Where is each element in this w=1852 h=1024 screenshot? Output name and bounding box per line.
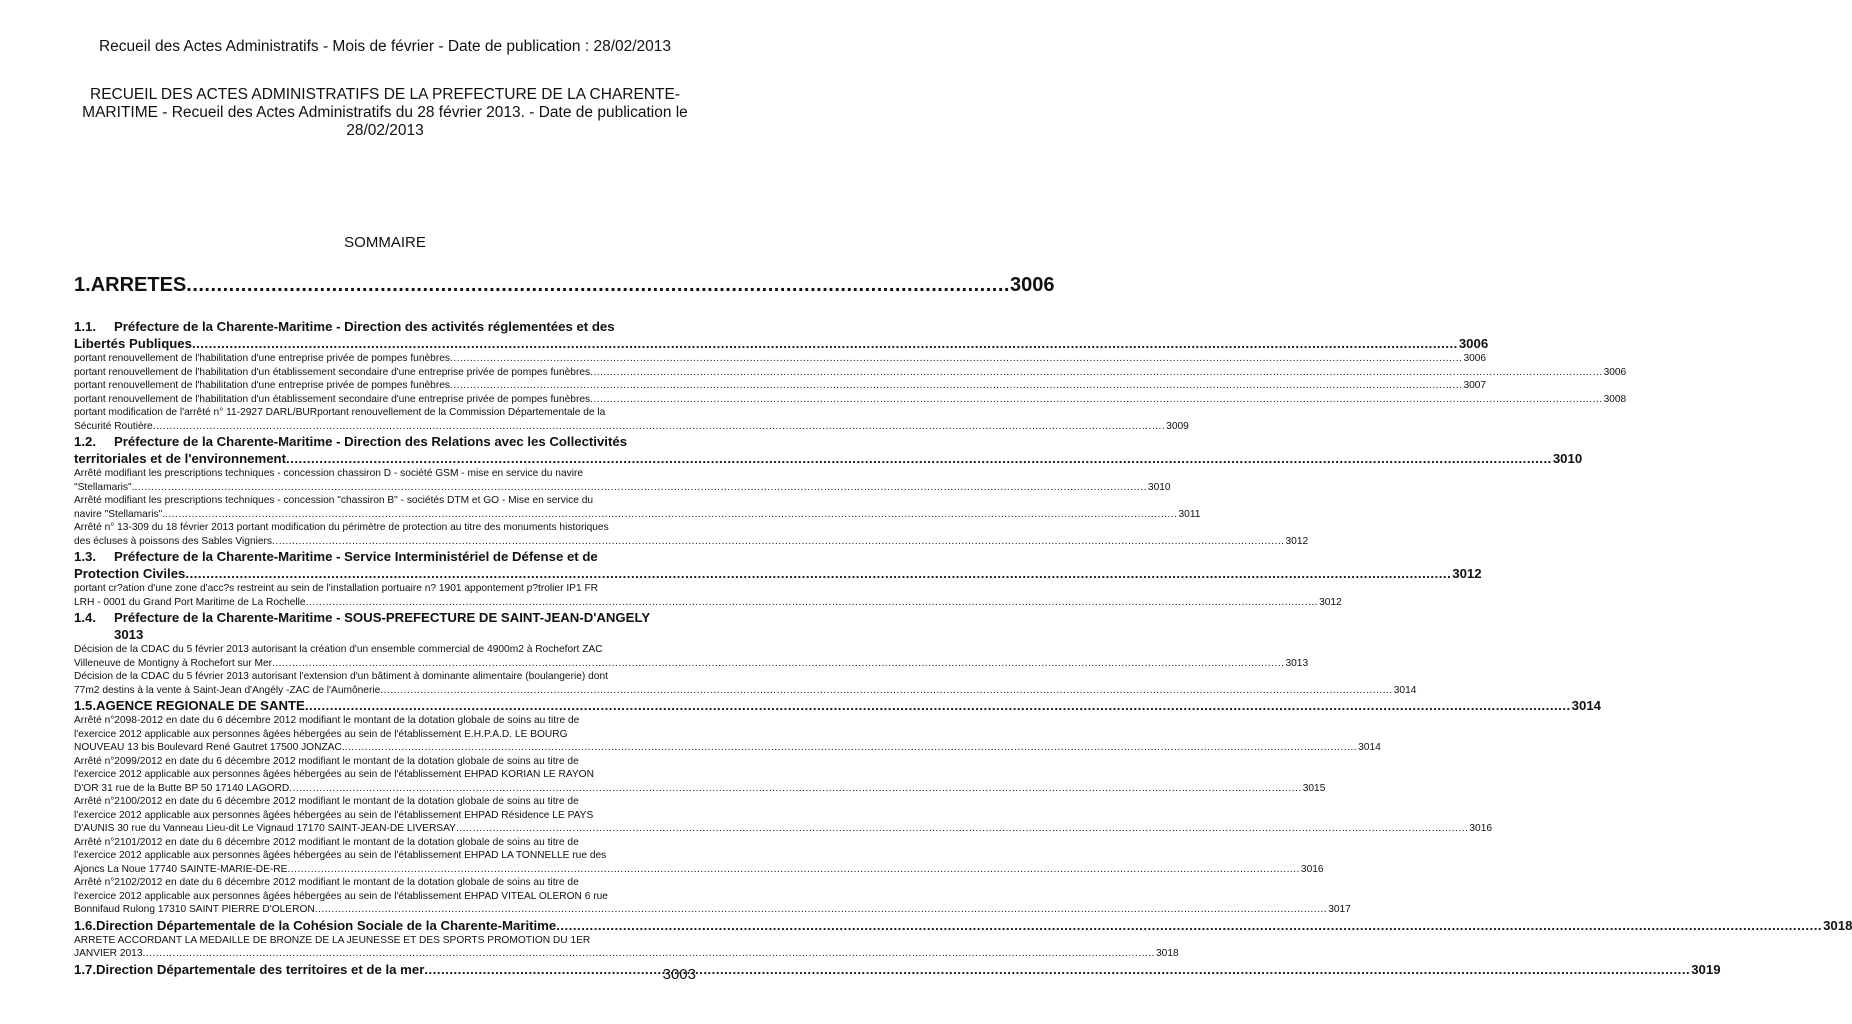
- table-of-contents: [74, 318, 1852, 978]
- entry-page: 3014: [1393, 684, 1417, 696]
- entry-page: 3015: [1302, 782, 1326, 794]
- section-number: 1.2.: [74, 434, 96, 449]
- toc-section[interactable]: [74, 609, 696, 643]
- entry-text: des écluses à poissons des Sables Vigniers: [74, 535, 273, 547]
- toc-entry-line: [74, 714, 696, 728]
- toc-entry[interactable]: [74, 714, 1381, 755]
- toc-entry-line: [74, 863, 1324, 877]
- section-title: Préfecture de la Charente-Maritime - Direction des activités réglementées et des: [114, 319, 615, 334]
- dot-leader: [305, 697, 1571, 714]
- toc-entry[interactable]: [74, 521, 1309, 548]
- dot-leader: [165, 508, 1177, 522]
- entry-text: Bonnifaud Rulong 17310 SAINT PIERRE D'OLERON: [74, 904, 315, 915]
- dot-leader: [272, 657, 1284, 671]
- dot-leader: [450, 379, 1462, 393]
- section-title: AGENCE REGIONALE DE SANTE: [96, 698, 305, 713]
- section-title: Protection Civiles: [74, 566, 186, 581]
- toc-entry-line: [74, 521, 696, 535]
- toc-section-line: [74, 318, 696, 335]
- entry-page: 3008: [1603, 393, 1627, 405]
- toc-section-line: [74, 961, 1721, 978]
- toc-section-line: [74, 565, 1482, 582]
- entry-text: Arrêté n° 13-309 du 18 février 2013 portant modification du périmètre de protection au titre des monuments historiques: [74, 522, 609, 533]
- entry-page: 3007: [1463, 380, 1487, 391]
- entry-page: 3011: [1178, 508, 1201, 520]
- dot-leader: [456, 822, 1468, 836]
- toc-entry[interactable]: [74, 582, 1342, 609]
- toc-section-line: [74, 609, 696, 626]
- entry-text: Décision de la CDAC du 5 février 2013 autorisant l'extension d'un bâtiment à dominante alimentaire (boulangerie) dont: [74, 671, 608, 682]
- toc-entry-line: [74, 481, 1171, 495]
- toc-entry[interactable]: [74, 366, 1627, 380]
- chapter-heading[interactable]: [74, 274, 1055, 297]
- entry-text: l'exercice 2012 applicable aux personnes âgées hébergées au sein de l'établissement EHPAD LA TONNELLE rue des: [74, 850, 607, 861]
- toc-entry[interactable]: [74, 494, 1201, 521]
- toc-entry-line: [74, 947, 1179, 961]
- toc-section[interactable]: [74, 961, 1721, 978]
- section-number: 1.4.: [74, 610, 96, 625]
- dot-leader: [134, 481, 1146, 495]
- toc-section-line: [74, 433, 696, 450]
- entry-text: Arrêté modifiant les prescriptions techniques - concession chassiron D - société GSM - mise en service du navire: [74, 468, 584, 479]
- toc-entry[interactable]: [74, 876, 1351, 917]
- chapter-page: 3006: [1009, 274, 1055, 296]
- entry-text: portant renouvellement de l'habilitation d'un établissement secondaire d'une entreprise privée de pompes funèbres: [74, 393, 591, 405]
- dot-leader: [286, 450, 1552, 467]
- toc-section-line: [74, 697, 1602, 714]
- chapter-number: 1.: [74, 274, 91, 296]
- toc-entry-line: [74, 406, 696, 420]
- entry-text: l'exercice 2012 applicable aux personnes âgées hébergées au sein de l'établissement E.H.P.A.D. LE BOURG: [74, 728, 568, 740]
- toc-entry-line: [74, 684, 1417, 698]
- entry-text: Décision de la CDAC du 5 février 2013 autorisant la création d'un ensemble commercial de 4900m2 à Rochefort ZAC: [74, 644, 603, 655]
- toc-entry-line: [74, 420, 1189, 434]
- section-number: 1.7.: [74, 961, 96, 977]
- toc-section-line: [74, 335, 1489, 352]
- section-page: 3006: [1458, 336, 1489, 351]
- entry-text: "Stellamaris".: [74, 481, 135, 493]
- entry-page: 3016: [1300, 863, 1324, 875]
- toc-entry-line: [74, 741, 1381, 755]
- entry-text: Arrêté n°2098-2012 en date du 6 décembre 2012 modifiant le montant de la dotation globale de soins au titre de: [74, 715, 580, 726]
- dot-leader: [590, 366, 1602, 380]
- toc-entry[interactable]: [74, 406, 1189, 433]
- dot-leader: ........................................................................................................................................: [186, 274, 1010, 296]
- entry-page: 3006: [1463, 353, 1487, 364]
- toc-section-line: [74, 450, 1583, 467]
- section-page: 3010: [1552, 451, 1583, 466]
- toc-entry[interactable]: [74, 836, 1324, 877]
- toc-entry-line: [74, 467, 696, 481]
- toc-entry-line: [74, 494, 696, 508]
- entry-text: portant cr?ation d'une zone d'acc?s restreint au sein de l'installation portuaire n? 1901 appontement p?trolier IP1 FR: [74, 583, 599, 594]
- toc-entry-line: [74, 582, 696, 596]
- toc-entry[interactable]: [74, 755, 1326, 796]
- entry-page: 3017: [1328, 904, 1351, 915]
- toc-entry-line: [74, 849, 696, 863]
- section-title: Préfecture de la Charente-Maritime - Direction des Relations avec les Collectivités: [114, 434, 628, 449]
- entry-text: JANVIER 2013: [74, 948, 143, 959]
- entry-text: Arrêté n°2100/2012 en date du 6 décembre 2012 modifiant le montant de la dotation globale de soins au titre de: [74, 796, 579, 807]
- entry-page: 3012: [1319, 596, 1342, 608]
- entry-page: 3010: [1147, 481, 1171, 493]
- entry-text: l'exercice 2012 applicable aux personnes âgées hébergées au sein de l'établissement EHPAD KORIAN LE RAYON: [74, 769, 594, 780]
- toc-entry[interactable]: [74, 352, 1487, 366]
- entry-page: 3014: [1358, 742, 1381, 753]
- section-title: 3013: [114, 627, 144, 642]
- dot-leader: [556, 917, 1822, 934]
- toc-entry-line: [74, 366, 1627, 380]
- document-title: [62, 86, 708, 140]
- toc-entry-line: [74, 657, 1309, 671]
- entry-text: navire "Stellamaris".: [74, 508, 166, 520]
- toc-entry[interactable]: [74, 795, 1493, 836]
- toc-entry-line: [74, 670, 696, 684]
- toc-section[interactable]: [74, 697, 1602, 714]
- section-number: 1.6.: [74, 917, 96, 933]
- section-title: Direction Départementale des territoires et de la mer: [96, 961, 425, 977]
- section-title: Libertés Publiques: [74, 336, 192, 351]
- dot-leader: [424, 961, 1690, 978]
- entry-page: 3009: [1166, 420, 1189, 432]
- entry-text: D'OR 31 rue de la Butte BP 50 17140 LAGORD: [74, 782, 290, 794]
- toc-entry-line: [74, 768, 696, 782]
- toc-entry-line: [74, 782, 1326, 796]
- entry-page: 3012: [1285, 535, 1309, 547]
- entry-text: l'exercice 2012 applicable aux personnes âgées hébergées au sein de l'établissement EHPAD Résidence LE PAYS: [74, 809, 594, 821]
- section-page: 3014: [1571, 698, 1602, 713]
- entry-page: 3018: [1155, 948, 1179, 959]
- document-title-line: 28/02/2013: [346, 122, 424, 139]
- toc-entry-line: [74, 393, 1627, 407]
- document-title-line: MARITIME - Recueil des Actes Administratifs du 28 février 2013. - Date de publication le: [82, 104, 688, 121]
- section-page: 3019: [1691, 961, 1721, 977]
- dot-leader: [315, 903, 1327, 917]
- entry-text: Sécurité Routière: [74, 420, 153, 432]
- entry-text: Arrêté modifiant les prescriptions techniques - concession "chassiron B" - sociétés DTM et GO - Mise en service du: [74, 495, 594, 506]
- toc-entry-line: [74, 809, 696, 823]
- entry-text: ARRETE ACCORDANT LA MEDAILLE DE BRONZE DE LA JEUNESSE ET DES SPORTS PROMOTION DU 1ER: [74, 934, 591, 946]
- entry-text: Ajoncs La Noue 17740 SAINTE-MARIE-DE-RE: [74, 863, 288, 875]
- toc-entry-line: [74, 934, 696, 948]
- entry-text: portant renouvellement de l'habilitation d'une entreprise privée de pompes funèbres: [74, 353, 450, 364]
- toc-entry[interactable]: [74, 670, 1417, 697]
- toc-entry-line: [74, 535, 1309, 549]
- dot-leader: [153, 420, 1165, 434]
- dot-leader: [185, 565, 1451, 582]
- toc-entry-line: [74, 795, 696, 809]
- toc-entry[interactable]: [74, 643, 1309, 670]
- section-title: Direction Départementale de la Cohésion Sociale de la Charente-Maritime: [96, 917, 557, 933]
- section-title: territoriales et de l'environnement: [74, 451, 286, 466]
- entry-text: portant renouvellement de l'habilitation d'une entreprise privée de pompes funèbres: [74, 380, 450, 391]
- entry-page: 3016: [1469, 823, 1493, 834]
- dot-leader: [306, 596, 1318, 610]
- toc-entry-line: [74, 643, 696, 657]
- toc-section-line: [74, 917, 1852, 934]
- toc-entry-line: [74, 836, 696, 850]
- entry-text: portant modification de l'arrêté n° 11-2927 DARL/BURportant renouvellement de la Commission Départementale de la: [74, 407, 606, 418]
- section-number: 1.3.: [74, 549, 96, 564]
- toc-entry-line: [74, 876, 696, 890]
- entry-text: LRH - 0001 du Grand Port Maritime de La Rochelle: [74, 596, 306, 608]
- chapter-title: ARRETES: [90, 274, 187, 296]
- page-number: 3003: [662, 966, 696, 983]
- section-page: 3018: [1823, 917, 1852, 933]
- entry-text: NOUVEAU 13 bis Boulevard René Gautret 17500 JONZAC.: [74, 742, 345, 753]
- toc-entry-line: [74, 352, 1487, 366]
- entry-text: portant renouvellement de l'habilitation d'un établissement secondaire d'une entreprise privée de pompes funèbres: [74, 366, 591, 378]
- entry-page: 3006: [1603, 366, 1627, 378]
- document-title-line: RECUEIL DES ACTES ADMINISTRATIFS DE LA PREFECTURE DE LA CHARENTE-: [90, 86, 680, 103]
- entry-text: Arrêté n°2101/2012 en date du 6 décembre 2012 modifiant le montant de la dotation globale de soins au titre de: [74, 836, 579, 848]
- section-number: 1.1.: [74, 319, 96, 334]
- dot-leader: [345, 741, 1357, 755]
- toc-section-line: [74, 548, 696, 565]
- entry-text: Villeneuve de Montigny à Rochefort sur Mer: [74, 657, 273, 669]
- dot-leader: [143, 947, 1155, 961]
- toc-entry[interactable]: [74, 467, 1171, 494]
- entry-text: Arrêté n°2099/2012 en date du 6 décembre 2012 modifiant le montant de la dotation globale de soins au titre de: [74, 755, 579, 767]
- toc-section[interactable]: [74, 318, 1489, 352]
- dot-leader: [289, 782, 1301, 796]
- toc-section[interactable]: [74, 917, 1852, 934]
- entry-text: l'exercice 2012 applicable aux personnes âgées hébergées au sein de l'établissement EHPAD VITEAL OLERON 6 rue: [74, 890, 608, 902]
- toc-entry-line: [74, 903, 1351, 917]
- entry-text: 77m2 destins à la vente à Saint-Jean d'Angély -ZAC de l'Aumônerie: [74, 684, 381, 696]
- toc-entry-line: [74, 755, 696, 769]
- toc-entry[interactable]: [74, 934, 1179, 961]
- toc-entry[interactable]: [74, 393, 1627, 407]
- toc-entry-line: [74, 508, 1201, 522]
- toc-entry-line: [74, 890, 696, 904]
- toc-entry[interactable]: [74, 379, 1487, 393]
- section-title: Préfecture de la Charente-Maritime - SOUS-PREFECTURE DE SAINT-JEAN-D'ANGELY: [114, 610, 651, 625]
- section-title: Préfecture de la Charente-Maritime - Service Interministériel de Défense et de: [114, 549, 598, 564]
- dot-leader: [287, 863, 1299, 877]
- dot-leader: [590, 393, 1602, 407]
- section-page: 3012: [1452, 566, 1482, 581]
- running-header: Recueil des Actes Administratifs - Mois de février - Date de publication : 28/02/2013: [98, 38, 672, 55]
- toc-entry-line: [74, 822, 1493, 836]
- entry-text: D'AUNIS 30 rue du Vanneau Lieu-dit Le Vignaud 17170 SAINT-JEAN-DE LIVERSAY: [74, 823, 456, 834]
- toc-entry-line: [74, 379, 1487, 393]
- section-number: 1.5.: [74, 698, 96, 713]
- toc-section-line: [74, 626, 696, 643]
- toc-entry-line: [74, 596, 1342, 610]
- dot-leader: [450, 352, 1462, 366]
- dot-leader: [192, 335, 1458, 352]
- toc-section[interactable]: [74, 433, 1583, 467]
- dot-leader: [272, 535, 1284, 549]
- dot-leader: [380, 684, 1392, 698]
- entry-page: 3013: [1285, 657, 1309, 669]
- sommaire-heading: SOMMAIRE: [344, 234, 426, 251]
- toc-entry-line: [74, 728, 696, 742]
- toc-section[interactable]: [74, 548, 1482, 582]
- entry-text: Arrêté n°2102/2012 en date du 6 décembre 2012 modifiant le montant de la dotation globale de soins au titre de: [74, 877, 579, 888]
